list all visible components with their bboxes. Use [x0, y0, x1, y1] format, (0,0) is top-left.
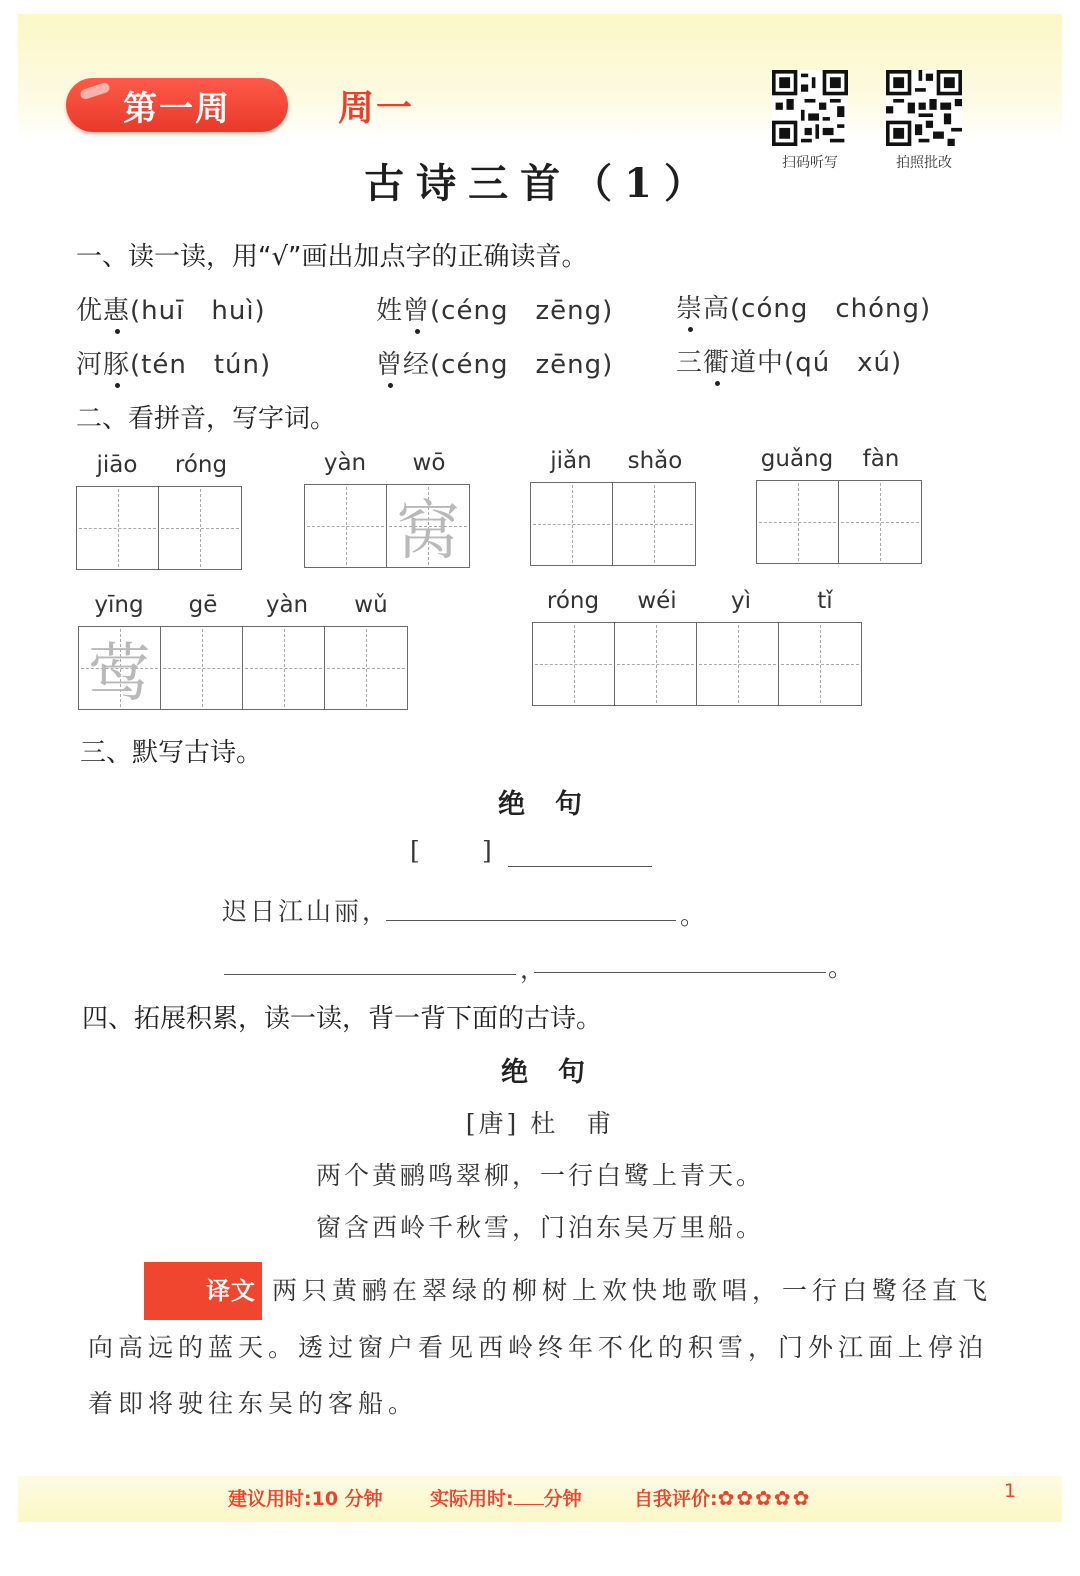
section-1-heading: 一、读一读，用“√”画出加点字的正确读音。: [76, 242, 588, 272]
reading-item: 河豚(tén tún): [76, 350, 272, 380]
pinyin: wéi: [637, 588, 677, 614]
flower-rating-icon[interactable]: ✿✿✿✿✿: [717, 1486, 812, 1510]
punctuation: 。: [828, 953, 857, 982]
qr-caption: 拍照批改: [896, 155, 952, 171]
actual-time-label: 实际用时:: [430, 1488, 514, 1510]
actual-time-unit: 分钟: [543, 1488, 582, 1510]
writing-grid[interactable]: [530, 482, 696, 566]
poem-title: 绝句: [501, 1057, 615, 1088]
pinyin: fàn: [862, 446, 900, 472]
pinyin: róng: [174, 452, 228, 478]
writing-grid[interactable]: [756, 480, 922, 564]
pinyin: gē: [188, 592, 218, 618]
reading-item: 曾经(céng zēng): [376, 350, 614, 380]
writing-cell[interactable]: [779, 623, 861, 705]
writing-cell[interactable]: [325, 627, 407, 709]
pinyin: wō: [412, 450, 446, 476]
writing-cell[interactable]: [79, 627, 161, 709]
translation: [88, 1262, 992, 1432]
qr-code-icon: [886, 70, 962, 146]
writing-cell[interactable]: [615, 623, 697, 705]
answer-blank[interactable]: [534, 972, 826, 973]
writing-cell[interactable]: [531, 483, 613, 565]
pinyin: yàn: [323, 450, 367, 476]
writing-cell[interactable]: [243, 627, 325, 709]
writing-cell[interactable]: [305, 485, 387, 567]
pinyin: tǐ: [817, 588, 833, 614]
writing-grid[interactable]: [76, 486, 242, 570]
writing-cell[interactable]: [613, 483, 695, 565]
poem-line: 窗含西岭千秋雪，门泊东吴万里船。: [315, 1213, 764, 1242]
bracket-right: ]: [482, 836, 495, 865]
answer-blank[interactable]: [224, 974, 516, 975]
bracket-left: [: [410, 836, 423, 865]
writing-cell[interactable]: [159, 487, 241, 569]
pinyin: wǔ: [354, 592, 388, 618]
qr-code-icon: [772, 70, 848, 146]
self-evaluation: [634, 1484, 811, 1511]
suggested-time: 建议用时:10 分钟: [228, 1488, 383, 1510]
qr-caption: 扫码听写: [782, 155, 838, 171]
actual-time[interactable]: [430, 1484, 582, 1511]
time-blank[interactable]: [514, 1504, 544, 1505]
pinyin: guǎng: [760, 446, 834, 472]
writing-cell[interactable]: [77, 487, 159, 569]
writing-cell[interactable]: [757, 481, 839, 563]
writing-cell[interactable]: [161, 627, 243, 709]
pinyin: jiāo: [96, 452, 138, 478]
writing-grid[interactable]: [78, 626, 408, 710]
pinyin: jiǎn: [550, 448, 592, 474]
writing-grid[interactable]: [304, 484, 470, 568]
poem-line: 两个黄鹂鸣翠柳，一行白鹭上青天。: [315, 1161, 764, 1190]
section-2-heading: 二、看拼音，写字词。: [76, 404, 337, 434]
translation-text: 两只黄鹂在翠绿的柳树上欢快地歌唱，一行白鹭径直飞向高远的蓝天。透过窗户看见西岭终年不化的积雪，门外江面上停泊着即将驶往东吴的客船。: [88, 1276, 993, 1418]
poem-line-start: 迟日江山丽，: [222, 897, 391, 926]
pinyin: shǎo: [627, 448, 683, 474]
writing-cell[interactable]: [387, 485, 469, 567]
reading-item: 三衢道中(qú xú): [676, 348, 903, 378]
pinyin: yàn: [265, 592, 309, 618]
reading-item: 崇高(cóng chóng): [676, 294, 932, 324]
day-label: 周一: [338, 88, 415, 129]
punctuation: 。: [680, 901, 709, 930]
reading-item: 优惠(huī huì): [76, 296, 266, 326]
poem-author: [唐] 杜 甫: [465, 1109, 615, 1138]
self-eval-label: 自我评价:: [634, 1488, 718, 1510]
writing-cell[interactable]: [839, 481, 921, 563]
pinyin: yì: [730, 588, 751, 614]
page-number: 1: [1004, 1480, 1017, 1502]
section-4-heading: 四、拓展积累，读一读，背一背下面的古诗。: [82, 1004, 603, 1034]
week-badge: 第一周: [66, 78, 288, 132]
punctuation: ，: [520, 955, 549, 984]
reading-item: 姓曾(céng zēng): [376, 296, 614, 326]
translation-tag: 译文: [144, 1262, 262, 1320]
writing-cell[interactable]: [533, 623, 615, 705]
writing-grid[interactable]: [532, 622, 862, 706]
writing-cell[interactable]: [697, 623, 779, 705]
pinyin: yīng: [94, 592, 144, 618]
page-title: 古诗三首（1）: [364, 160, 716, 207]
author-blank[interactable]: [508, 866, 652, 867]
section-3-heading: 三、默写古诗。: [80, 738, 263, 768]
answer-blank[interactable]: [386, 920, 676, 921]
pinyin: róng: [546, 588, 600, 614]
poem-title: 绝句: [498, 789, 612, 820]
trace-hint: 窝: [396, 495, 460, 569]
trace-hint: 莺: [87, 637, 152, 711]
